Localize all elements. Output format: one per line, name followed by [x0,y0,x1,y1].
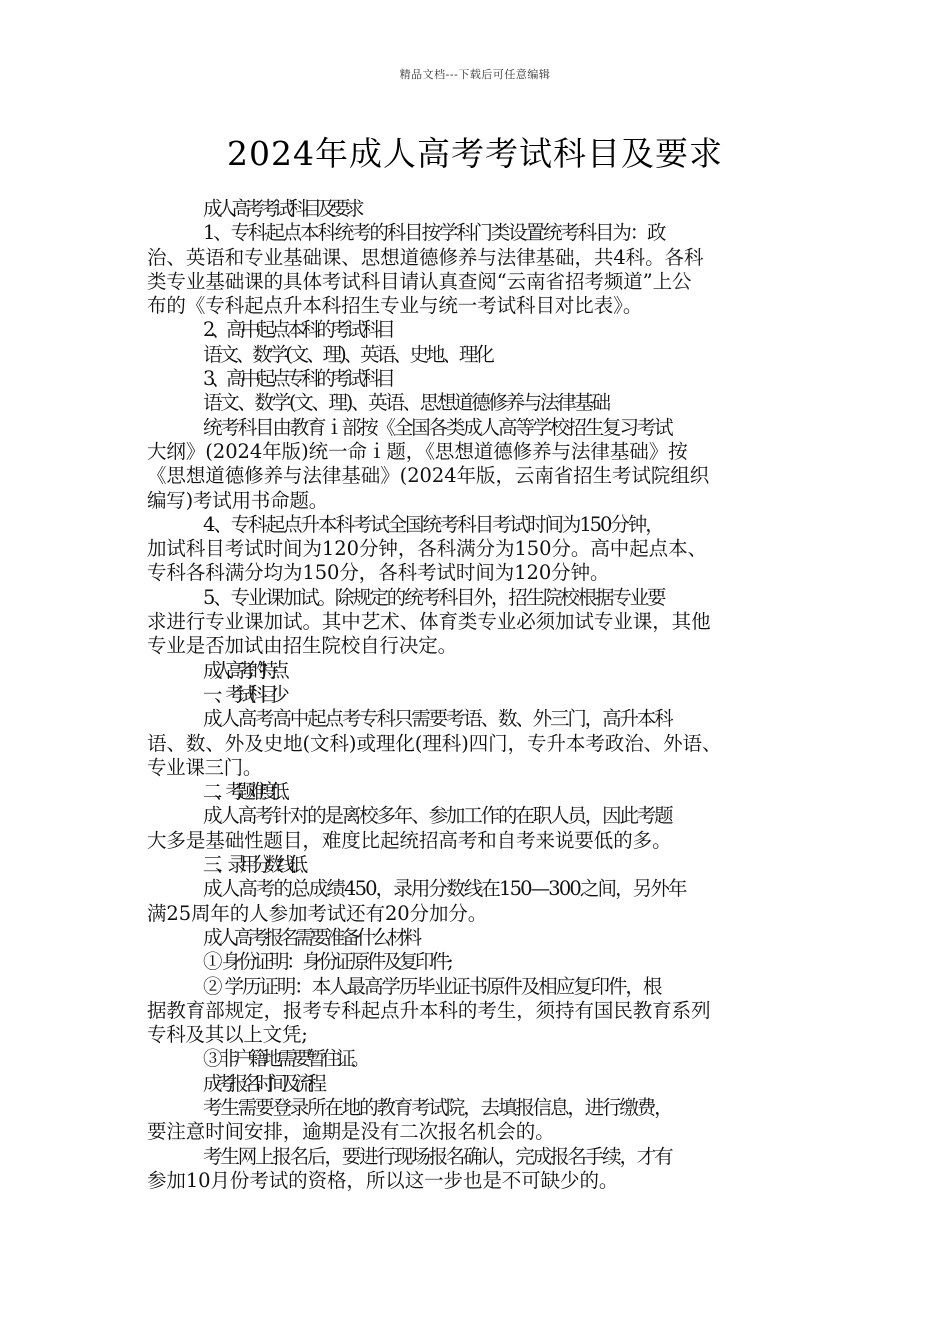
body-line: 成人高考的特点 [203,658,282,682]
body-line: 专科及其以上文凭; [147,1023,308,1047]
page-header: 精品文档---下载后可任意编辑 [399,68,551,81]
body-line: 考生网上报名后，要进行现场报名确认，完成报名手续，才有 [203,1144,672,1168]
body-line: 专业是否加试由招生院校自行决定。 [147,634,458,658]
body-line: 统考科目由教育ｉ部按《全国各类成人高等学校招生复习考试 [203,415,672,439]
body-line: 治、英语和专业基础课、思想道德修养与法律基础，共4科。各科 [147,245,704,269]
body-line: 类专业基础课的具体考试科目请认真查阅“云南省招考频道”上公 [147,269,692,293]
body-line: 成考报名时间及流程 [203,1071,321,1095]
body-line: 满25周年的人参加考试还有20分加分。 [147,901,488,925]
body-line: 3、高中起点专科的考试科目 [203,367,392,391]
body-line: 求进行专业课加试。其中艺术、体育类专业必须加试专业课，其他 [147,610,711,634]
body-line: 语文、数学(文、理)、英语、史地、理化 [203,342,492,366]
body-line: 语文、数学(文、理)、英语、思想道德修养与法律基础 [203,391,609,415]
body-line: 5、专业课加试。除规定的统考科目外，招生院校根据专业要 [203,585,665,609]
body-line: 布的《专科起点升本科招生专业与统一考试科目对比表》。 [147,294,643,318]
body-line: 成人高考针对的是离校多年、参加工作的在职人员，因此考题 [203,804,672,828]
body-line: 《思想道德修养与法律基础》(2024年版，云南省招生考试院组织 [147,464,710,488]
body-line: 2、高中起点本科的考试科目 [203,318,392,342]
document-title: 2024年成人高考考试科目及要求 [227,134,723,173]
body-line: 二、考题难度低 [203,780,282,804]
body-line: 大多是基础性题目，难度比起统招高考和自考来说要低的多。 [147,828,672,852]
body-line: 成人高考高中起点考专科只需要考语、数、外三门，高升本科 [203,707,672,731]
body-line: 成人高考考试科目及要求 [203,197,360,220]
body-line: 语、数、外及史地(文科)或理化(理科)四门，专升本考政治、外语、 [147,731,722,755]
body-line: 大纲》(2024年版)统一命ｉ题，《思想道德修养与法律基础》按 [147,439,688,463]
body-line: 考生需要登录所在地的教育考试院，去填报信息，进行缴费， [203,1095,672,1119]
document-body [147,197,827,1193]
body-line: 要注意时间安排，逾期是没有二次报名机会的。 [147,1120,555,1144]
body-line: 1、专科起点本科统考的科目按学科门类设置统考科目为：政 [203,221,665,245]
body-line: 专科各科满分均为150分，各科考试时间为120分钟。 [147,561,610,585]
body-line: 编写)考试用书命题。 [147,488,329,512]
body-line: 加试科目考试时间为120分钟，各科满分为150分。高中起点本、 [147,537,707,561]
body-line: ① 身份证明：身份证原件及复印件; [203,950,451,974]
body-line: 4、专科起点升本科考试全国统考科目考试时间为150分钟， [203,512,663,536]
body-line: 参加10月份考试的资格，所以这一步也是不可缺少的。 [147,1168,619,1192]
body-line: 专业课三门。 [147,755,263,779]
body-line: 成人高考报名需要准备什么材料 [203,925,419,949]
body-line: 据教育部规定，报考专科起点升本科的考生，须持有国民教育系列 [147,998,711,1022]
body-line: 一、考试科目少 [203,682,282,706]
body-line: ② 学历证明：本人最高学历毕业证书原件及相应复印件，根 [203,974,661,998]
body-line: ③ 非户籍地需要暂住证。 [203,1047,366,1071]
body-line: 三、录用分数线低 [203,853,302,877]
body-line: 成人高考的总成绩450，录用分数线在150—300之间，另外年 [203,877,686,901]
